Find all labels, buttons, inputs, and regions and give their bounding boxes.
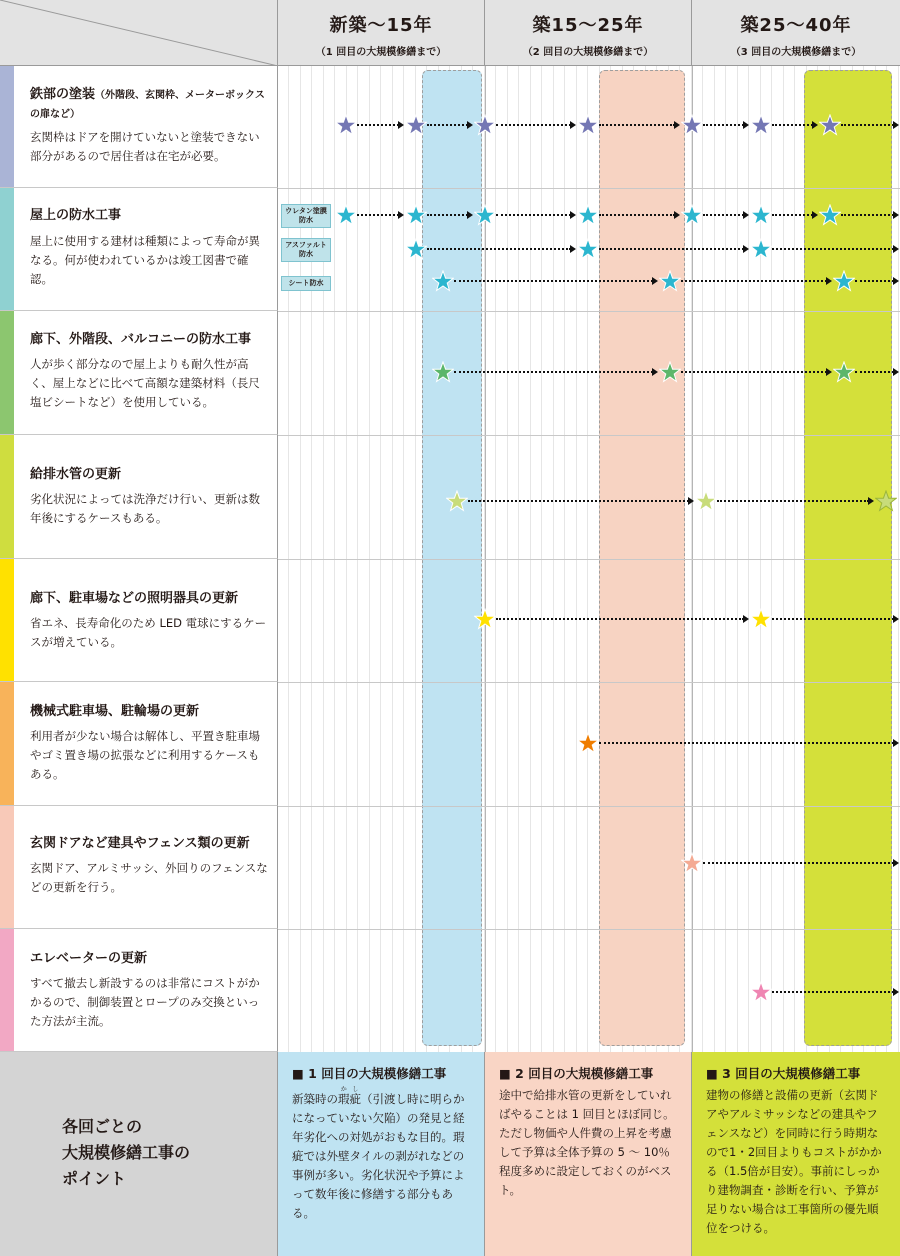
arrow-head-icon [398, 121, 404, 129]
arrow-head-icon [652, 277, 658, 285]
row-desc: 利用者が少ない場合は解体し、平置き駐車場やゴミ置き場の拡張などに利用するケースもある。 [30, 729, 260, 781]
row-desc: 玄関枠はドアを開けていないと塗装できない部分があるので居住者は在宅が必要。 [30, 130, 260, 163]
ruby-base: 瑕疵 [338, 1092, 361, 1106]
row-title: 廊下、駐車場などの照明器具の更新 [30, 591, 239, 606]
dotted-arrow [496, 214, 571, 216]
dotted-arrow [468, 500, 689, 502]
row-color-bar [0, 682, 14, 805]
row-title: 機械式駐車場、駐輪場の更新 [30, 704, 200, 719]
row-desc: 人が歩く部分なので屋上よりも耐久性が高く、屋上などに比べて高額な建築材料（長尺塩ビシートなど）を使用している。 [30, 357, 260, 409]
footer-text-post: （引渡し時に明らかになっていない欠陥）の発見と経年劣化への対処がおもな目的。瑕疵では外壁タイルの剥がれなどの事例が多い。劣化状況や予算によって数年後に修繕する部分もある。 [292, 1092, 465, 1220]
dotted-arrow [496, 618, 744, 620]
row-title: エレベーターの更新 [30, 951, 148, 966]
row-desc: すべて撤去し新設するのは非常にコストがかかるので、制御装置とロープのみ交換といった方法が主流。 [30, 976, 260, 1028]
arrow-head-icon [570, 211, 576, 219]
footer-box-first [278, 1052, 485, 1256]
star-marker-icon [695, 490, 717, 512]
star-marker-icon [335, 114, 357, 136]
star-marker-icon [681, 204, 703, 226]
tag-asphalt: アスファルト防水 [281, 238, 331, 262]
dotted-arrow [703, 124, 744, 126]
arrow-head-icon [893, 615, 899, 623]
header-period-2 [485, 0, 692, 66]
row-divider [278, 806, 900, 807]
arrow-head-icon [893, 121, 899, 129]
dotted-arrow [772, 991, 894, 993]
arrow-head-icon [652, 368, 658, 376]
row-desc: 省エネ、長寿命化のため LED 電球にするケースが増えている。 [30, 616, 267, 649]
star-marker-icon [750, 608, 772, 630]
arrow-head-icon [743, 615, 749, 623]
star-marker-icon [875, 490, 897, 512]
header-period-1 [278, 0, 485, 66]
header-period-3 [692, 0, 900, 66]
row-door-fence-renewal [0, 806, 278, 929]
star-marker-icon [681, 852, 703, 874]
row-roof-waterproof [0, 188, 278, 311]
dotted-arrow [772, 214, 813, 216]
timeline-chart [278, 66, 900, 1052]
dotted-arrow [454, 371, 653, 373]
dotted-arrow [703, 214, 744, 216]
ruby-reading: かし [338, 1086, 361, 1093]
star-marker-icon [833, 270, 855, 292]
period-2-subtitle: （2 回目の大規模修繕まで） [522, 47, 654, 58]
row-divider [278, 929, 900, 930]
tag-urethane: ウレタン塗膜防水 [281, 204, 331, 228]
arrow-head-icon [893, 277, 899, 285]
dotted-arrow [681, 371, 827, 373]
footer-label-line: ポイント [62, 1169, 127, 1188]
footer-box-text: 建物の修繕と設備の更新（玄関ドアやアルミサッシなどの建具やフェンスなど）を同時に行う時期なので1・2回目よりもコストがかかる（1.5倍が目安）。事前にしっかり建物調査・診断を行い、予算が足りない場合は工事箇所の優先順位をつける。 [706, 1088, 882, 1235]
arrow-head-icon [674, 121, 680, 129]
dotted-arrow [427, 124, 468, 126]
footer-text-pre: 新築時の [292, 1092, 338, 1106]
star-marker-icon [659, 361, 681, 383]
row-lighting-renewal [0, 559, 278, 682]
period-1-title: 新築〜15年 [329, 15, 433, 36]
arrow-head-icon [674, 211, 680, 219]
arrow-head-icon [893, 988, 899, 996]
dotted-arrow [599, 742, 894, 744]
arrow-head-icon [743, 245, 749, 253]
corner-diagonal [0, 0, 278, 66]
arrow-head-icon [743, 211, 749, 219]
row-divider [278, 682, 900, 683]
arrow-head-icon [893, 211, 899, 219]
arrow-head-icon [570, 245, 576, 253]
star-marker-icon [432, 361, 454, 383]
dotted-arrow [772, 618, 894, 620]
arrow-head-icon [398, 211, 404, 219]
arrow-head-icon [893, 368, 899, 376]
star-marker-icon [659, 270, 681, 292]
row-title: 給排水管の更新 [30, 467, 122, 482]
footer-box-heading: ■ 1 回目の大規模修繕工事 [292, 1066, 447, 1081]
star-marker-icon [750, 204, 772, 226]
star-marker-icon [446, 490, 468, 512]
row-elevator-renewal [0, 929, 278, 1052]
arrow-head-icon [826, 368, 832, 376]
dotted-arrow [841, 214, 894, 216]
dotted-arrow [841, 124, 894, 126]
row-corridor-waterproof [0, 311, 278, 435]
row-color-bar [0, 559, 14, 681]
dotted-arrow [454, 280, 653, 282]
row-title-note: （外階段、玄関枠、メーターボックスの扉など） [30, 90, 265, 120]
star-marker-icon [474, 608, 496, 630]
period-1-subtitle: （1 回目の大規模修繕まで） [315, 47, 447, 58]
star-marker-icon [405, 114, 427, 136]
dotted-arrow [496, 124, 571, 126]
dotted-arrow [357, 214, 399, 216]
star-marker-icon [681, 114, 703, 136]
arrow-head-icon [826, 277, 832, 285]
star-marker-icon [335, 204, 357, 226]
arrow-head-icon [893, 739, 899, 747]
row-color-bar [0, 311, 14, 434]
footer-box-heading: ■ 3 回目の大規模修繕工事 [706, 1066, 861, 1081]
star-marker-icon [474, 204, 496, 226]
row-title [30, 86, 269, 124]
row-color-bar [0, 188, 14, 310]
footer-box-text: 途中で給排水管の更新をしていればやることは 1 回目とほぼ同じ。ただし物価や人件費の上昇を考慮して予算は全体予算の 5 〜 10％程度多めに設定しておくのがベスト。 [499, 1088, 675, 1197]
row-color-bar [0, 929, 14, 1051]
star-marker-icon [577, 238, 599, 260]
star-marker-icon [474, 114, 496, 136]
ruby-kashi [338, 1086, 361, 1106]
band-second-repair [599, 70, 685, 1046]
footer-label [62, 1114, 190, 1192]
row-color-bar [0, 806, 14, 928]
row-color-bar [0, 435, 14, 558]
star-marker-icon [577, 732, 599, 754]
arrow-head-icon [570, 121, 576, 129]
row-pipe-renewal [0, 435, 278, 559]
arrow-head-icon [812, 121, 818, 129]
dotted-arrow [855, 280, 894, 282]
row-steel-painting [0, 66, 278, 188]
row-color-bar [0, 66, 14, 187]
star-marker-icon [432, 270, 454, 292]
row-parking-renewal [0, 682, 278, 806]
star-marker-icon [750, 981, 772, 1003]
arrow-head-icon [467, 121, 473, 129]
dotted-arrow [357, 124, 399, 126]
star-marker-icon [750, 114, 772, 136]
star-marker-icon [405, 238, 427, 260]
arrow-head-icon [893, 859, 899, 867]
footer-label-cell [0, 1052, 278, 1256]
row-divider [278, 311, 900, 312]
tag-sheet: シート防水 [281, 276, 331, 291]
row-divider [278, 188, 900, 189]
star-marker-icon [405, 204, 427, 226]
footer-box-third [692, 1052, 900, 1256]
dotted-arrow [599, 124, 675, 126]
dotted-arrow [703, 862, 894, 864]
row-divider [278, 559, 900, 560]
row-title: 屋上の防水工事 [30, 208, 122, 223]
dotted-arrow [681, 280, 827, 282]
star-marker-icon [833, 361, 855, 383]
dotted-arrow [772, 124, 813, 126]
footer-box-second [485, 1052, 692, 1256]
dotted-arrow [772, 248, 894, 250]
dotted-arrow [427, 248, 571, 250]
period-3-title: 築25〜40年 [740, 15, 852, 36]
arrow-head-icon [467, 211, 473, 219]
row-desc: 劣化状況によっては洗浄だけ行い、更新は数年後にするケースもある。 [30, 492, 260, 525]
period-3-subtitle: （3 回目の大規模修繕まで） [730, 47, 862, 58]
footer-box-text [292, 1086, 472, 1223]
row-title: 玄関ドアなど建具やフェンス類の更新 [30, 836, 250, 851]
star-marker-icon [577, 114, 599, 136]
band-first-repair [422, 70, 482, 1046]
dotted-arrow [599, 214, 675, 216]
row-divider [278, 435, 900, 436]
row-desc: 玄関ドア、アルミサッシ、外回りのフェンスなどの更新を行う。 [30, 861, 268, 894]
arrow-head-icon [688, 497, 694, 505]
arrow-head-icon [812, 211, 818, 219]
arrow-head-icon [893, 245, 899, 253]
footer-box-heading: ■ 2 回目の大規模修繕工事 [499, 1066, 654, 1081]
dotted-arrow [855, 371, 894, 373]
period-2-title: 築15〜25年 [532, 15, 644, 36]
footer-label-line: 大規模修繕工事の [62, 1143, 191, 1162]
star-marker-icon [577, 204, 599, 226]
footer-label-line: 各回ごとの [62, 1117, 143, 1136]
row-title-main: 鉄部の塗装 [30, 87, 96, 102]
row-title: 廊下、外階段、バルコニーの防水工事 [30, 332, 252, 347]
row-desc: 屋上に使用する建材は種類によって寿命が異なる。何が使われているかは竣工図書で確認。 [30, 234, 260, 286]
dotted-arrow [599, 248, 744, 250]
header-corner [0, 0, 278, 66]
arrow-head-icon [743, 121, 749, 129]
star-marker-icon [819, 114, 841, 136]
star-marker-icon [750, 238, 772, 260]
arrow-head-icon [868, 497, 874, 505]
star-marker-icon [819, 204, 841, 226]
dotted-arrow [427, 214, 468, 216]
dotted-arrow [717, 500, 869, 502]
